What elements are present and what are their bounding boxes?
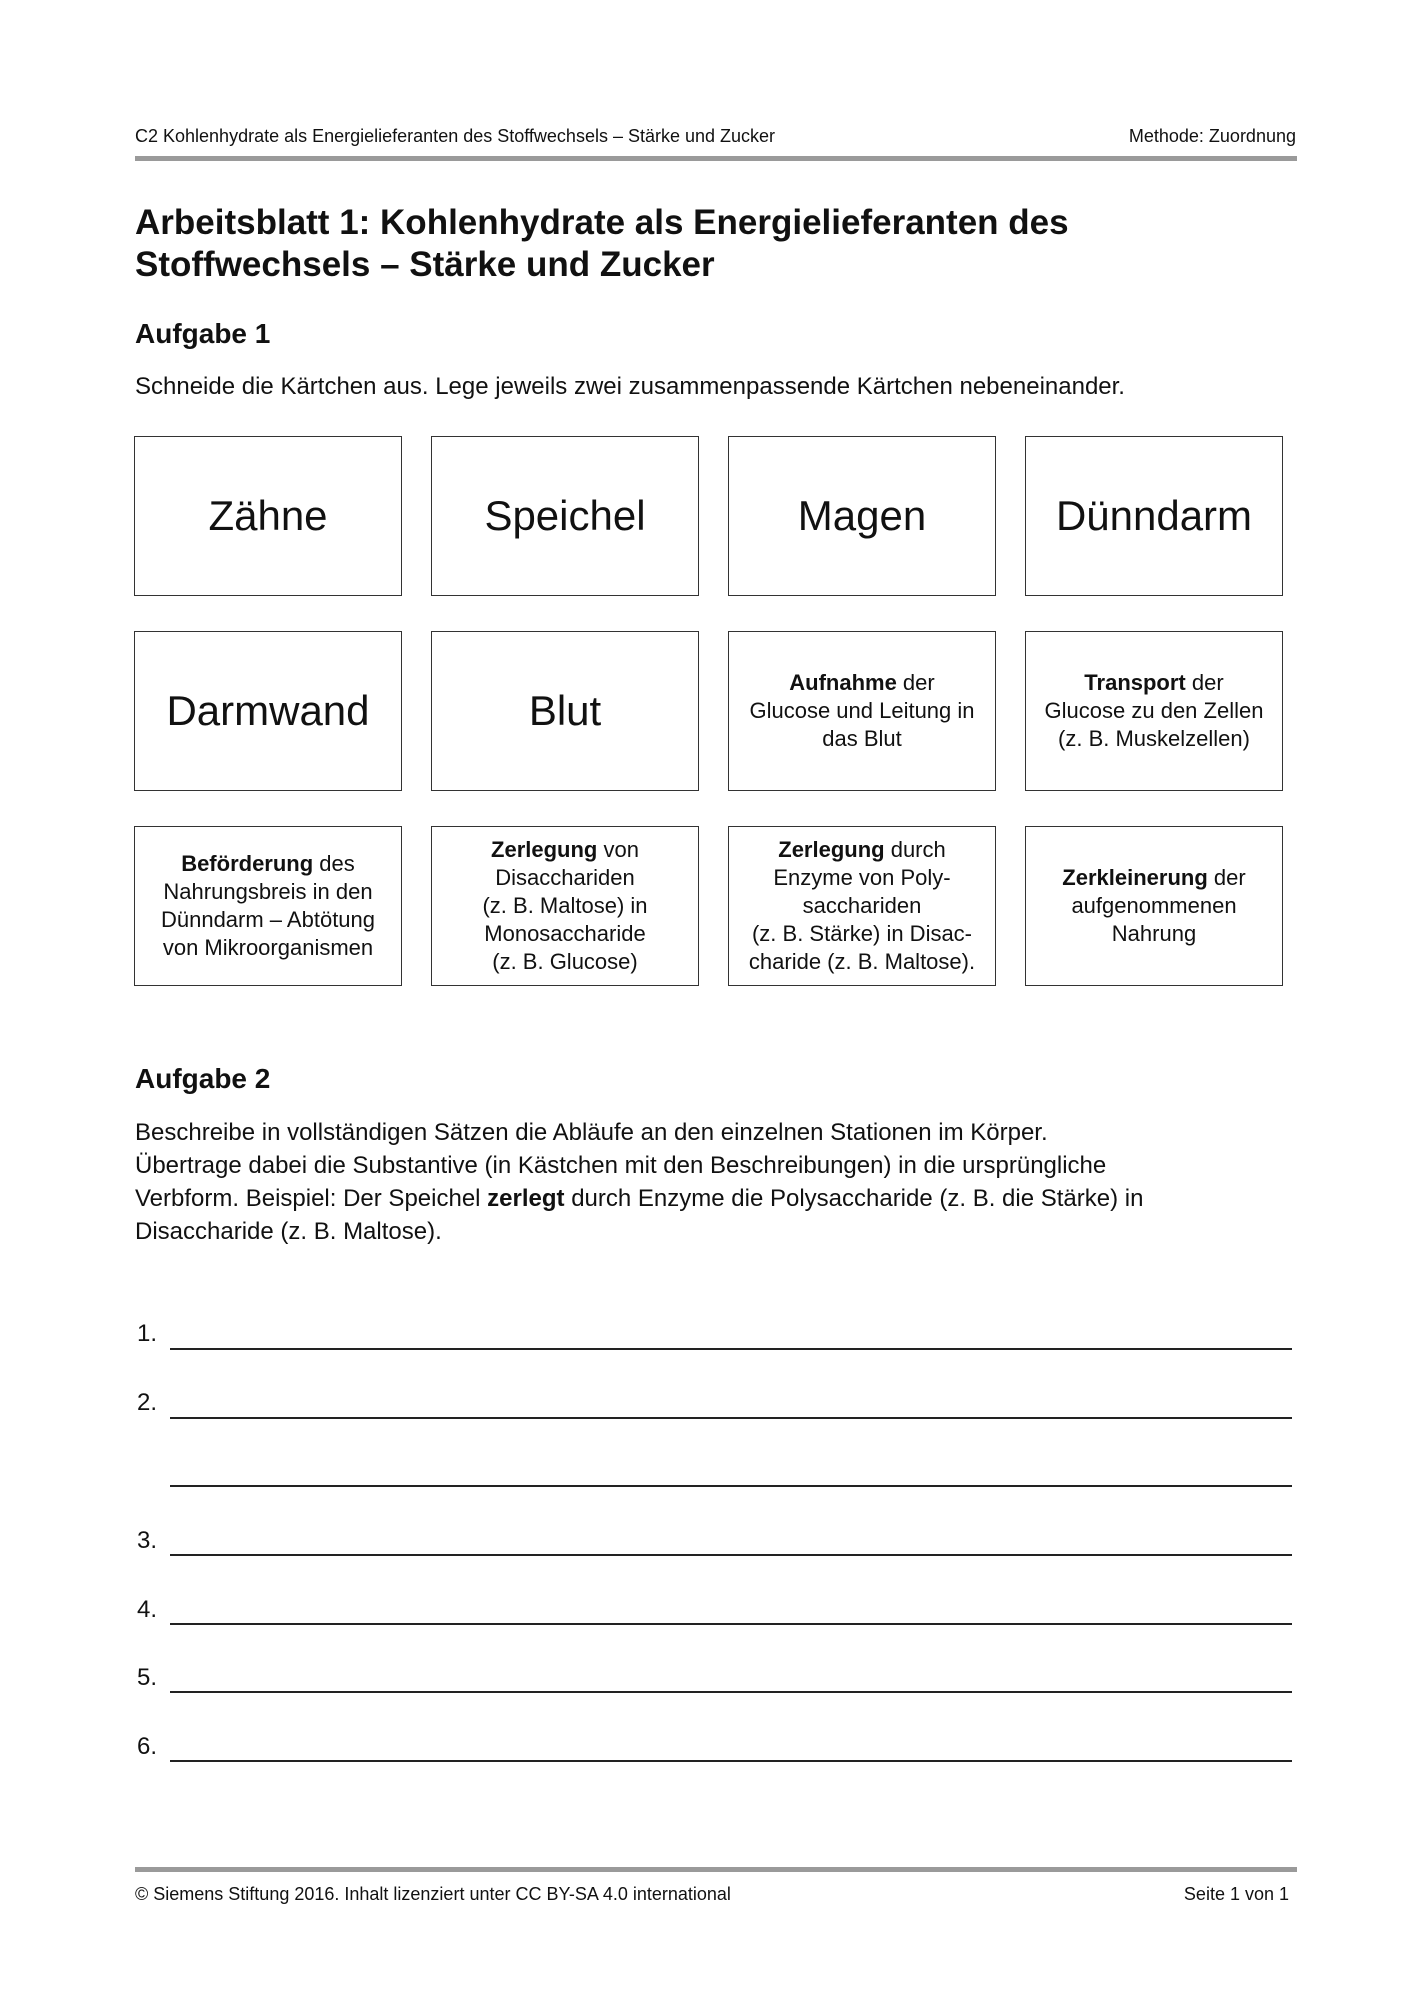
card-zerkleinerung[interactable]: Zerkleinerung der aufgenommenen Nahrung (1025, 826, 1283, 986)
card-speichel[interactable]: Speichel (431, 436, 699, 596)
card-magen[interactable]: Magen (728, 436, 996, 596)
footer-license: © Siemens Stiftung 2016. Inhalt lizenziert unter CC BY-SA 4.0 international (135, 1884, 731, 1904)
card-darmwand[interactable]: Darmwand (134, 631, 402, 791)
header-right: Methode: Zuordnung (1128, 126, 1296, 146)
task2-heading: Aufgabe 2 (135, 1063, 271, 1094)
answer-line-6[interactable] (170, 1760, 1292, 1762)
footer-rule (135, 1867, 1297, 1872)
card-blut[interactable]: Blut (431, 631, 699, 791)
answer-line-5[interactable] (170, 1691, 1292, 1693)
answer-line-2b[interactable] (170, 1485, 1292, 1487)
header-rule (135, 156, 1297, 161)
task1-heading: Aufgabe 1 (135, 318, 271, 349)
task2-text: Beschreibe in vollständigen Sätzen die Abläufe an den einzelnen Stationen im Körper. Übertrage dabei die Substantive (in Kästchen mit den Beschreibungen) in die ursprüngliche Verbform. Beispiel: Der Speichel zerlegt durch Enzyme die Polysaccharide (z. B. die Stärke) in Disaccharide (z. B. Maltose). (135, 1119, 1144, 1245)
card-zerlegung-disaccharide[interactable]: Zerlegung von Disacchariden (z. B. Maltose) in Monosaccharide (z. B. Glucose) (431, 826, 699, 986)
answer-number-3: 3. (137, 1527, 158, 1554)
footer-page-number: Seite 1 von 1 (1183, 1884, 1289, 1904)
answer-line-3[interactable] (170, 1554, 1292, 1556)
answer-number-1: 1. (137, 1320, 158, 1347)
answer-line-2[interactable] (170, 1417, 1292, 1419)
answer-number-5: 5. (137, 1664, 158, 1691)
card-duenndarm[interactable]: Dünndarm (1025, 436, 1283, 596)
answer-line-1[interactable] (170, 1348, 1292, 1350)
card-aufnahme[interactable]: Aufnahme der Glucose und Leitung in das Blut (728, 631, 996, 791)
task1-instruction: Schneide die Kärtchen aus. Lege jeweils zwei zusammenpassende Kärtchen nebeneinander. (135, 373, 1125, 400)
card-zaehne[interactable]: Zähne (134, 436, 402, 596)
card-transport[interactable]: Transport der Glucose zu den Zellen (z. B. Muskelzellen) (1025, 631, 1283, 791)
card-befoerderung[interactable]: Beförderung des Nahrungsbreis in den Dünndarm – Abtötung von Mikroorganismen (134, 826, 402, 986)
page-title: Arbeitsblatt 1: Kohlenhydrate als Energielieferanten des Stoffwechsels – Stärke und Zucker (135, 203, 1069, 284)
answer-number-6: 6. (137, 1733, 158, 1760)
header-left: C2 Kohlenhydrate als Energielieferanten des Stoffwechsels – Stärke und Zucker (135, 126, 776, 146)
card-zerlegung-polysaccharide[interactable]: Zerlegung durch Enzyme von Poly- sacchariden (z. B. Stärke) in Disac- charide (z. B. Maltose). (728, 826, 996, 986)
answer-number-4: 4. (137, 1596, 158, 1623)
answer-number-2: 2. (137, 1389, 158, 1416)
answer-line-4[interactable] (170, 1623, 1292, 1625)
